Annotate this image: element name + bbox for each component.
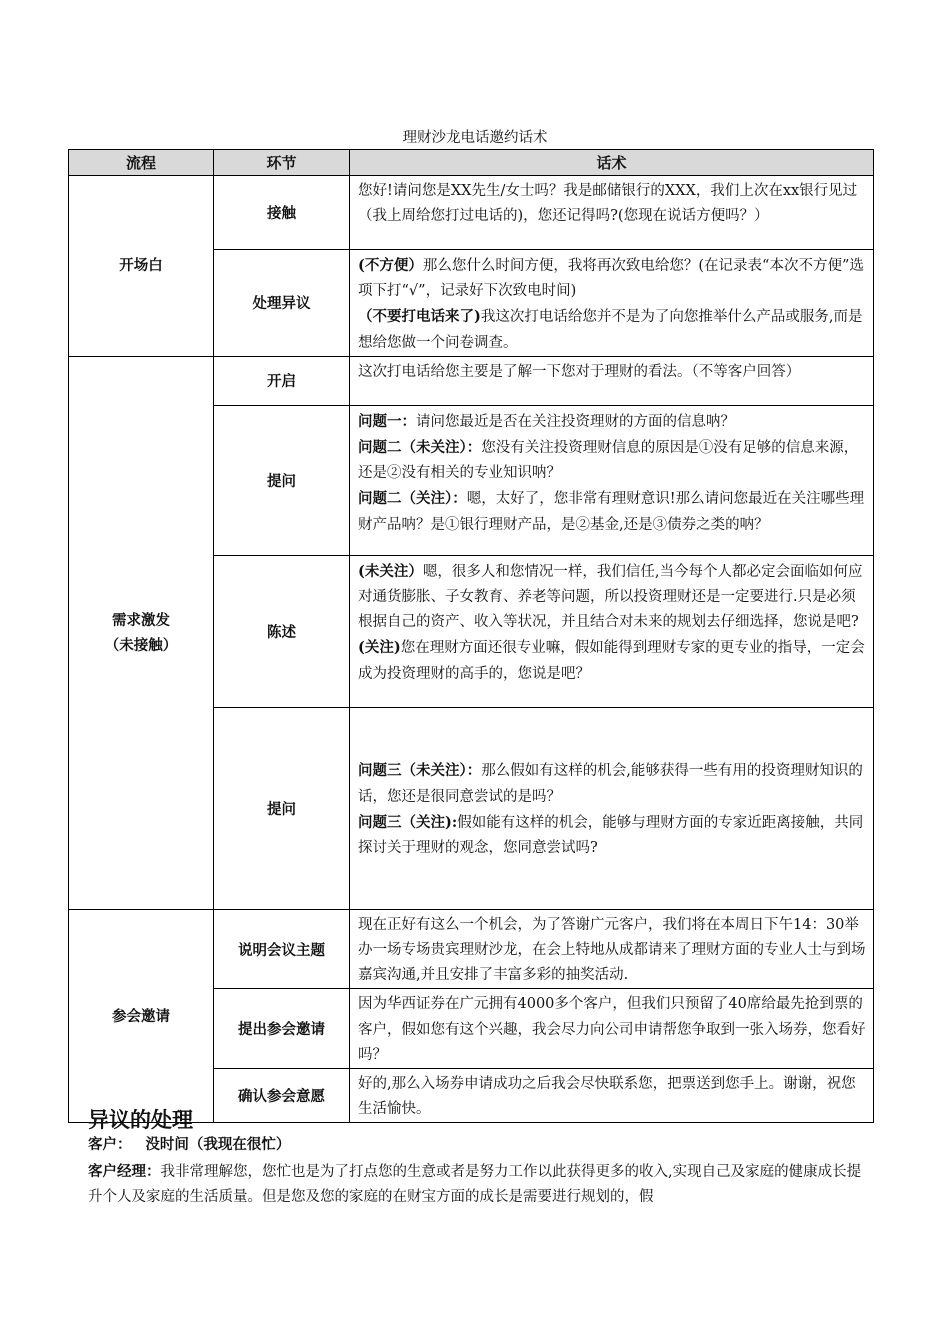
- header-process: 流程: [69, 150, 214, 176]
- stage-demand-line1: 需求激发: [112, 611, 170, 629]
- objection-section-title: 异议的处理: [88, 1108, 193, 1132]
- script-text: 您没有关注投资理财信息的原因是①没有足够的信息来源，还是②没有相关的专业知识呐？: [358, 440, 859, 482]
- bold-label: (关注): [358, 639, 401, 657]
- header-script: 话术: [350, 150, 874, 176]
- stage-demand-line2: （未接触）: [104, 636, 178, 654]
- script-ask-2: [350, 707, 874, 909]
- bold-label: 问题三（关注):: [358, 813, 458, 831]
- step-confirm: 确认参会意愿: [214, 1069, 350, 1123]
- script-text: 那么假如有这样的机会,能够获得一些有用的投资理财知识的话，您还是很同意尝试的是吗？: [358, 763, 863, 805]
- script-text: 我这次打电话给您并不是为了向您推举什么产品或服务,而是想给您做一个问卷调查。: [358, 309, 863, 351]
- call-script-table: [68, 149, 874, 1123]
- objection-section: [88, 1132, 868, 1211]
- step-ask-1: 提问: [214, 405, 350, 555]
- document-title: 理财沙龙电话邀约话术: [402, 130, 548, 146]
- script-text: 嗯，太好了，您非常有理财意识!那么请问您最近在关注哪些理财产品呐？是①银行理财产品，是②基金,还是③债券之类的呐？: [358, 491, 865, 533]
- manager-text: 我非常理解您，您忙也是为了打点您的生意或者是努力工作以此获得更多的收入,实现自己及家庭的健康成长提升个人及家庭的生活质量。但是您及您的家庭的在财宝方面的成长是需要进行规划的，假: [88, 1163, 862, 1205]
- step-propose: 提出参会邀请: [214, 989, 350, 1069]
- table-row: [69, 909, 874, 989]
- table-row: [69, 356, 874, 405]
- bold-label: 问题二（未关注）：: [358, 439, 482, 457]
- customer-line: [88, 1132, 868, 1159]
- script-text: 您在理财方面还很专业嘛，假如能得到理财专家的更专业的指导，一定会成为投资理财的高手的，您说是吧？: [358, 640, 865, 682]
- bold-label: 问题一：: [358, 412, 416, 430]
- table-header-row: [69, 150, 874, 176]
- step-ask-2: 提问: [214, 707, 350, 909]
- manager-line: [88, 1159, 868, 1211]
- script-text: 请问您最近是否在关注投资理财的方面的信息呐？: [416, 413, 735, 430]
- table-row: [69, 176, 874, 250]
- script-objection: [350, 250, 874, 357]
- script-ask-1: [350, 405, 874, 555]
- script-open: 这次打电话给您主要是了解一下您对于理财的看法。（不等客户回答）: [350, 356, 874, 405]
- script-contact: 您好!请问您是XX先生/女士吗？我是邮储银行的XXX，我们上次在xx银行见过（我上周给您打过电话的)，您还记得吗?(您现在说话方便吗？）: [350, 176, 874, 250]
- stage-demand: [69, 356, 214, 909]
- customer-text: 没时间（我现在很忙）: [145, 1136, 291, 1153]
- header-step: 环节: [214, 150, 350, 176]
- script-text: 嗯，很多人和您情况一样，我们信任,当今每个人都必定会面临如何应对通货膨胀、子女教育、养老等问题，所以投资理财还是一定要进行.只是必须根据自己的资产、收入等状况，并且结合对未来的规划去仔细选择，您说是吧?: [358, 563, 863, 631]
- manager-label: 客户经理：: [88, 1162, 161, 1180]
- bold-label: (不方便）: [358, 257, 423, 274]
- stage-invite: 参会邀请: [69, 909, 214, 1123]
- stage-opening: 开场白: [69, 176, 214, 357]
- script-theme: 现在正好有这么一个机会，为了答谢广元客户，我们将在本周日下午14：30举办一场专场贵宾理财沙龙，在会上特地从成都请来了理财方面的专业人士与到场嘉宾沟通,并且安排了丰富多彩的抽奖活动.: [350, 909, 874, 989]
- step-contact: 接触: [214, 176, 350, 250]
- bold-label: 问题二（关注）：: [358, 490, 467, 508]
- step-objection: 处理异议: [214, 250, 350, 357]
- script-text: 那么您什么时间方便，我将再次致电给您？(在记录表“本次不方便”选项下打“√”，记录好下次致电时间): [358, 258, 864, 300]
- script-confirm: 好的,那么入场券申请成功之后我会尽快联系您，把票送到您手上。谢谢，祝您生活愉快。: [350, 1069, 874, 1123]
- step-statement: 陈述: [214, 555, 350, 707]
- customer-label: 客户：: [88, 1136, 132, 1153]
- bold-label: (未关注）: [358, 562, 423, 580]
- step-theme: 说明会议主题: [214, 909, 350, 989]
- script-text: 假如能有这样的机会，能够与理财方面的专家近距离接触，共同探讨关于理财的观念，您同意尝试吗?: [358, 814, 864, 857]
- bold-label: （不要打电话来了): [358, 308, 481, 326]
- script-statement: [350, 555, 874, 707]
- step-open: 开启: [214, 356, 350, 405]
- script-propose: 因为华西证券在广元拥有4000多个客户，但我们只预留了40席给最先抢到票的客户，假如您有这个兴趣，我会尽力向公司申请帮您争取到一张入场券，您看好吗？: [350, 989, 874, 1069]
- bold-label: 问题三（未关注）：: [358, 762, 482, 780]
